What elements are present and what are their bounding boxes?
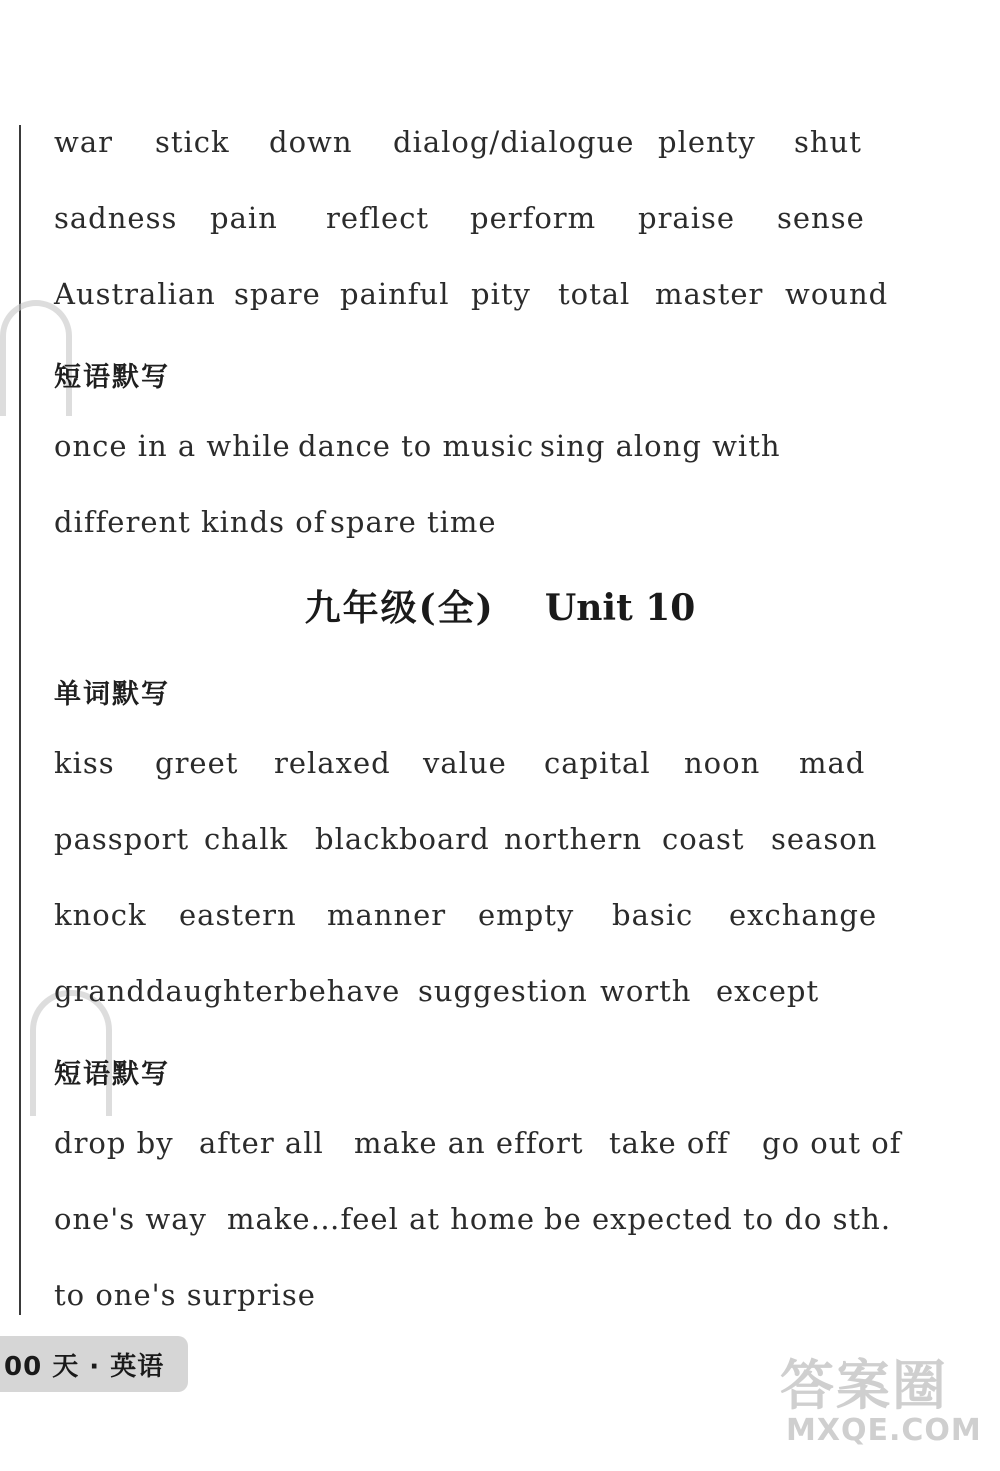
word: chalk xyxy=(204,822,289,856)
word: value xyxy=(423,746,507,780)
word: season xyxy=(771,822,878,856)
word: coast xyxy=(662,822,745,856)
word: noon xyxy=(684,746,761,780)
word: manner xyxy=(327,898,447,932)
word: stick xyxy=(155,125,230,159)
unit-title-en: Unit 10 xyxy=(544,587,696,629)
word: perform xyxy=(470,201,597,235)
word: kiss xyxy=(54,746,115,780)
word: master xyxy=(655,277,764,311)
word: relaxed xyxy=(274,746,391,780)
word: pain xyxy=(210,201,278,235)
footer-label: 00 天 · 英语 xyxy=(4,1352,165,1382)
word: spare xyxy=(234,277,321,311)
word: plenty xyxy=(658,125,756,159)
word: wound xyxy=(785,277,889,311)
phrase: make an effort xyxy=(354,1126,584,1160)
word: pity xyxy=(471,277,531,311)
phrase: once in a while xyxy=(54,429,291,463)
word: empty xyxy=(478,898,575,932)
word: northern xyxy=(504,822,643,856)
watermark-url: MXQE.COM xyxy=(786,1413,982,1448)
word-heading: 单词默写 xyxy=(54,679,170,710)
word: except xyxy=(716,974,820,1008)
word: dialog/dialogue xyxy=(393,125,635,159)
word: worth xyxy=(600,974,692,1008)
phrase: to one's surprise xyxy=(54,1278,316,1312)
phrase: go out of xyxy=(762,1126,902,1160)
word: down xyxy=(269,125,353,159)
word: basic xyxy=(612,898,694,932)
word: Australian xyxy=(54,277,216,311)
word: behave xyxy=(289,974,401,1008)
phrase: one's way xyxy=(54,1202,207,1236)
word: capital xyxy=(544,746,651,780)
phrase: drop by xyxy=(54,1126,174,1160)
phrase-heading: 短语默写 xyxy=(54,1059,170,1090)
word: sense xyxy=(777,201,865,235)
phrase: make…feel at home xyxy=(227,1202,536,1236)
word: passport xyxy=(54,822,190,856)
word: exchange xyxy=(729,898,878,932)
phrase: spare time xyxy=(330,505,497,539)
word: sadness xyxy=(54,201,178,235)
word: reflect xyxy=(326,201,430,235)
word: mad xyxy=(799,746,866,780)
word: knock xyxy=(54,898,147,932)
word: total xyxy=(558,277,631,311)
word: suggestion xyxy=(418,974,588,1008)
word: shut xyxy=(794,125,862,159)
word: war xyxy=(54,125,113,159)
word: granddaughter xyxy=(54,974,289,1008)
watermark-logo xyxy=(780,1343,980,1463)
phrase: after all xyxy=(199,1126,324,1160)
phrase-heading: 短语默写 xyxy=(54,362,170,393)
phrase: different kinds of xyxy=(54,505,326,539)
word: painful xyxy=(340,277,450,311)
word: blackboard xyxy=(315,822,490,856)
phrase: be expected to do sth. xyxy=(544,1202,892,1236)
unit-title-cn: 九年级(全) xyxy=(304,587,495,629)
watermark-text: 答案圈 xyxy=(780,1354,948,1417)
word: greet xyxy=(155,746,239,780)
phrase: take off xyxy=(609,1126,729,1160)
word: eastern xyxy=(179,898,297,932)
unit-title xyxy=(0,580,1000,631)
word: praise xyxy=(638,201,736,235)
phrase: dance to music xyxy=(298,429,535,463)
phrase: sing along with xyxy=(540,429,781,463)
